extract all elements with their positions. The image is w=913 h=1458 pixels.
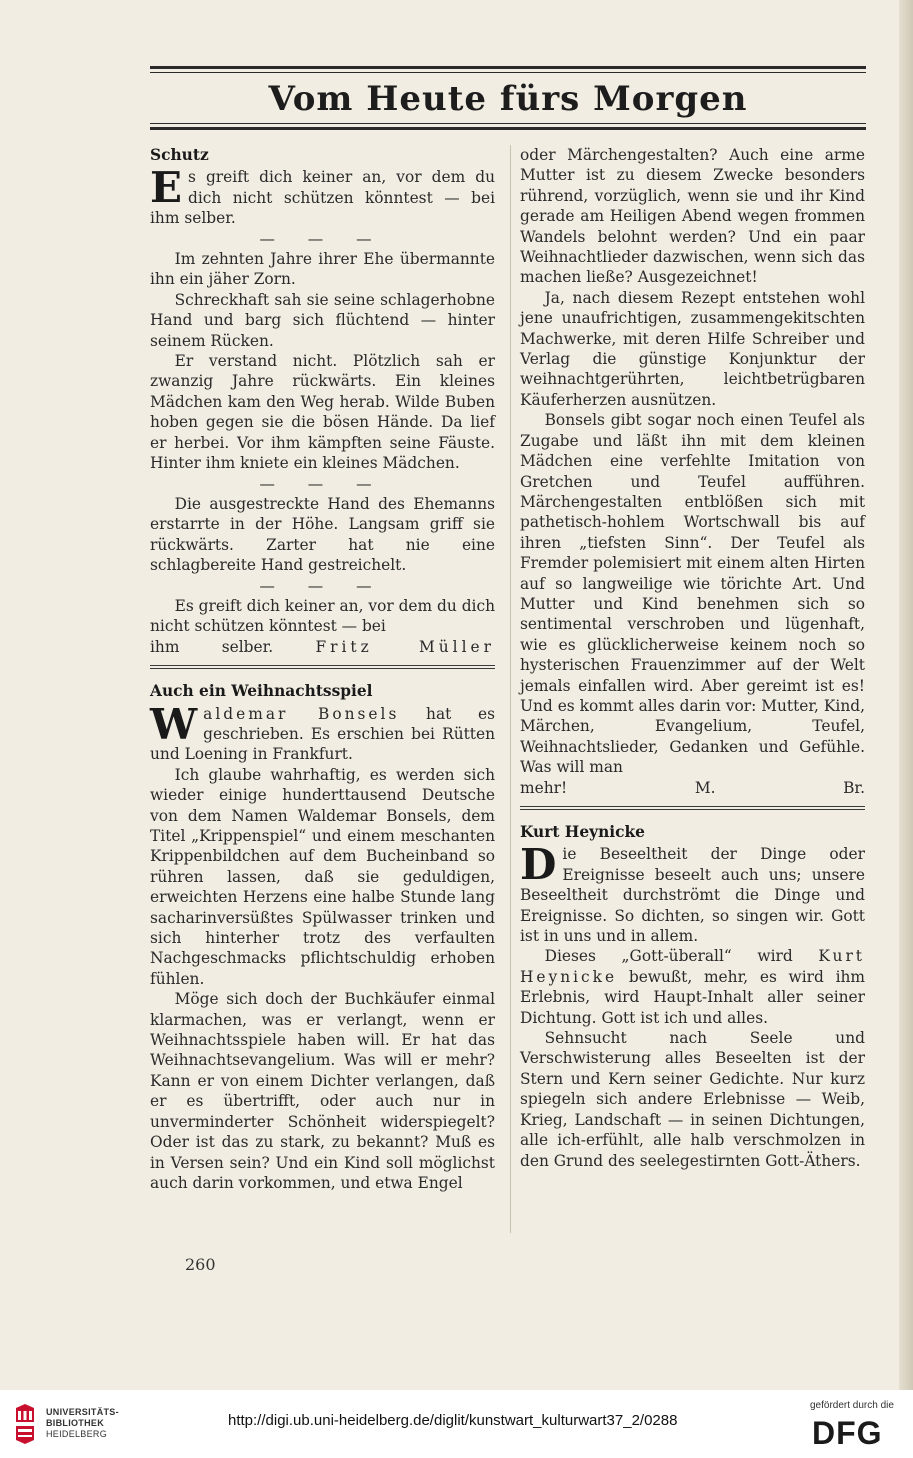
- author-name: aldemar Bonsels: [203, 704, 400, 723]
- paragraph: Die Beseeltheit der Dinge oder Ereignisse beseelt auch uns; unsere Beseeltheit durchströmt die Dinge und Ereignisse. So dichten, so singen wir. Gott ist in uns und in allem.: [520, 840, 865, 946]
- paragraph: Bonsels gibt sogar noch einen Teufel als Zugabe und läßt ihn mit dem kleinen Mädchen eine verfehlte Imitation von Gretchen und Teufel aufführen. Märchengestalten entblößen sich mit pathetisch-hohlem Wortschwall bis auf ihren „tiefsten Sinn“. Der Teufel als Fremder polemisiert mit einem alten Hirten auf so langweilige wie törichte Art. Und Mutter und Kind benehmen sich so sentimental verschroben und lügenhaft, wie es glücklicherweise keinem noch so hysterischen Frauenzimmer auf der Welt jemals einfallen wird. Aber gereimt ist es! Und es kommt alles darin vor: Mutter, Kind, Märchen, Evangelium, Teufel, Weihnachtslieder, Gedanken und Gefühle. Was will man: [520, 411, 865, 777]
- paragraph: Die ausgestreckte Hand des Ehemanns erstarrte in der Höhe. Langsam griff sie rückwärts. Zarter hat nie eine schlagbereite Hand gestreichelt.: [150, 494, 495, 575]
- drop-cap: E: [150, 163, 183, 213]
- paragraph: Dieses „Gott-überall“ wird Kurt Heynicke bewußt, mehr, es wird ihm Erlebnis, wird Haupt-Inhalt aller seiner Dichtung. Gott ist ich und alles.: [520, 947, 865, 1027]
- author-name: M. Br.: [694, 778, 865, 797]
- paragraph: Im zehnten Jahre ihrer Ehe übermannte ihn ein jäher Zorn.: [150, 250, 495, 289]
- paragraph: Waldemar Bonsels hat es geschrieben. Es erschien bei Rütten und Loening in Frankfurt.: [150, 699, 495, 764]
- paragraph: Sehnsucht nach Seele und Verschwisterung alles Beseelten ist der Stern und Kern seiner Gedichte. Nur kurz spiegeln sich andere Erlebnisse — Weib, Krieg, Landschaft — in seinen Dichtungen, alle ich-erfühlt, alle halb verschmolzen in den Grund des seelegestirnten Gott-Äthers.: [520, 1029, 865, 1170]
- funded-by-label: gefördert durch die: [810, 1400, 894, 1411]
- header-rule-bottom-thin: [150, 123, 866, 124]
- drop-cap: W: [150, 699, 198, 749]
- section-break: — — —: [259, 474, 386, 493]
- header-rule-bottom-thick: [150, 127, 866, 130]
- article-heading-weihnachtsspiel: Auch ein Weihnachtsspiel: [150, 682, 373, 701]
- paragraph: oder Märchengestalten? Auch eine arme Mutter ist zu diesem Zwecke besonders rührend, vorzüglich, wenn sie und ihr Kind gerade am Heiligen Abend wegen frommen Wandels belohnt werden? Und ein paar Weihnachtlieder dazwischen, wenn sich das machen ließe? Ausgezeichnet!: [520, 146, 865, 287]
- paragraph: Möge sich doch der Buchkäufer einmal klarmachen, was er verlangt, wenn er Weihnachtsspiele haben will. Er hat das Weihnachtsevangelium. Was will er mehr? Kann er von einem Dichter verlangen, daß er es übertrifft, oder auch nur in unverminderter Schönheit widerspiegelt? Oder ist das zu stark, zu bekannt? Muß es in Versen sein? Und ein Kind soll möglichst auch darin vorkommen, und etwa Engel: [150, 990, 495, 1192]
- article-heynicke: [520, 822, 865, 1171]
- article-separator: [520, 806, 865, 810]
- paragraph: Ja, nach diesem Rezept entstehen wohl jene unaufrichtigen, zusammengekitschten Machwerke, mit deren Hilfe Schreiber und Verlag die günstige Konjunktur der weihnachtgerührten, leichtbetrügbaren Käuferherzen ausnützen.: [520, 288, 865, 409]
- paragraph: Er verstand nicht. Plötzlich sah er zwanzig Jahre rückwärts. Ein kleines Mädchen kam den Weg herab. Wilde Buben hoben gegen sie die bösen Hände. Da lief er herbei. Vor ihm kämpften seine Fäuste. Hinter ihm kniete ein kleines Mädchen.: [150, 352, 495, 473]
- library-name: UNIVERSITÄTS- BIBLIOTHEK HEIDELBERG: [46, 1407, 119, 1439]
- section-break: — — —: [259, 576, 386, 595]
- page-number: 260: [185, 1255, 216, 1274]
- section-break: — — —: [259, 229, 386, 248]
- dfg-logo: DFG: [812, 1415, 883, 1451]
- header-rule-top-thick: [150, 66, 866, 69]
- byline: ihm selber. Fritz Müller: [150, 637, 495, 656]
- source-url-link[interactable]: http://digi.ub.uni-heidelberg.de/diglit/kunstwart_kulturwart37_2/0288: [228, 1412, 678, 1429]
- header-rule-top-thin: [150, 72, 866, 73]
- article-heading-schutz: Schutz: [150, 146, 209, 164]
- byline: mehr! M. Br.: [520, 778, 865, 797]
- drop-cap: D: [520, 840, 557, 890]
- author-name: Kurt Heynicke: [520, 947, 865, 986]
- article-schutz: [150, 145, 495, 657]
- right-column: [520, 145, 865, 1171]
- page-title: Vom Heute fürs Morgen: [268, 79, 748, 119]
- left-column: [150, 145, 495, 1193]
- article-separator: [150, 665, 495, 669]
- column-divider: [510, 145, 511, 1233]
- paragraph: Ich glaube wahrhaftig, es werden sich wieder einige hunderttausend Deutsche von dem Namen Waldemar Bonsels, dem Titel „Krippenspiel“ und einem meschanten Krippenbildchen auf dem Bucheinband so rühren lassen, daß sie geduldigen, erweichten Herzens eine halbe Stunde lang sacharinversüßtes Spülwasser trinken und sich hinterher trotz des verfaulten Nachgeschmacks pflichtschuldig erhoben fühlen.: [150, 765, 495, 988]
- paragraph: Es greift dich keiner an, vor dem du dich nicht schützen könntest — bei: [150, 596, 495, 636]
- paragraph: Schreckhaft sah sie seine schlagerhobne Hand und barg sich flüchtend — hinter seinem Rücken.: [150, 290, 495, 350]
- article-weihnachtsspiel-continued: [520, 145, 865, 798]
- author-name: Fritz Müller: [315, 637, 495, 656]
- paragraph: Es greift dich keiner an, vor dem du dich nicht schützen könntest — bei ihm selber.: [150, 163, 495, 228]
- university-library-logo-icon: [12, 1402, 38, 1446]
- page-edge: [899, 0, 913, 1390]
- article-heading-heynicke: Kurt Heynicke: [520, 823, 645, 841]
- article-weihnachtsspiel: [150, 681, 495, 1193]
